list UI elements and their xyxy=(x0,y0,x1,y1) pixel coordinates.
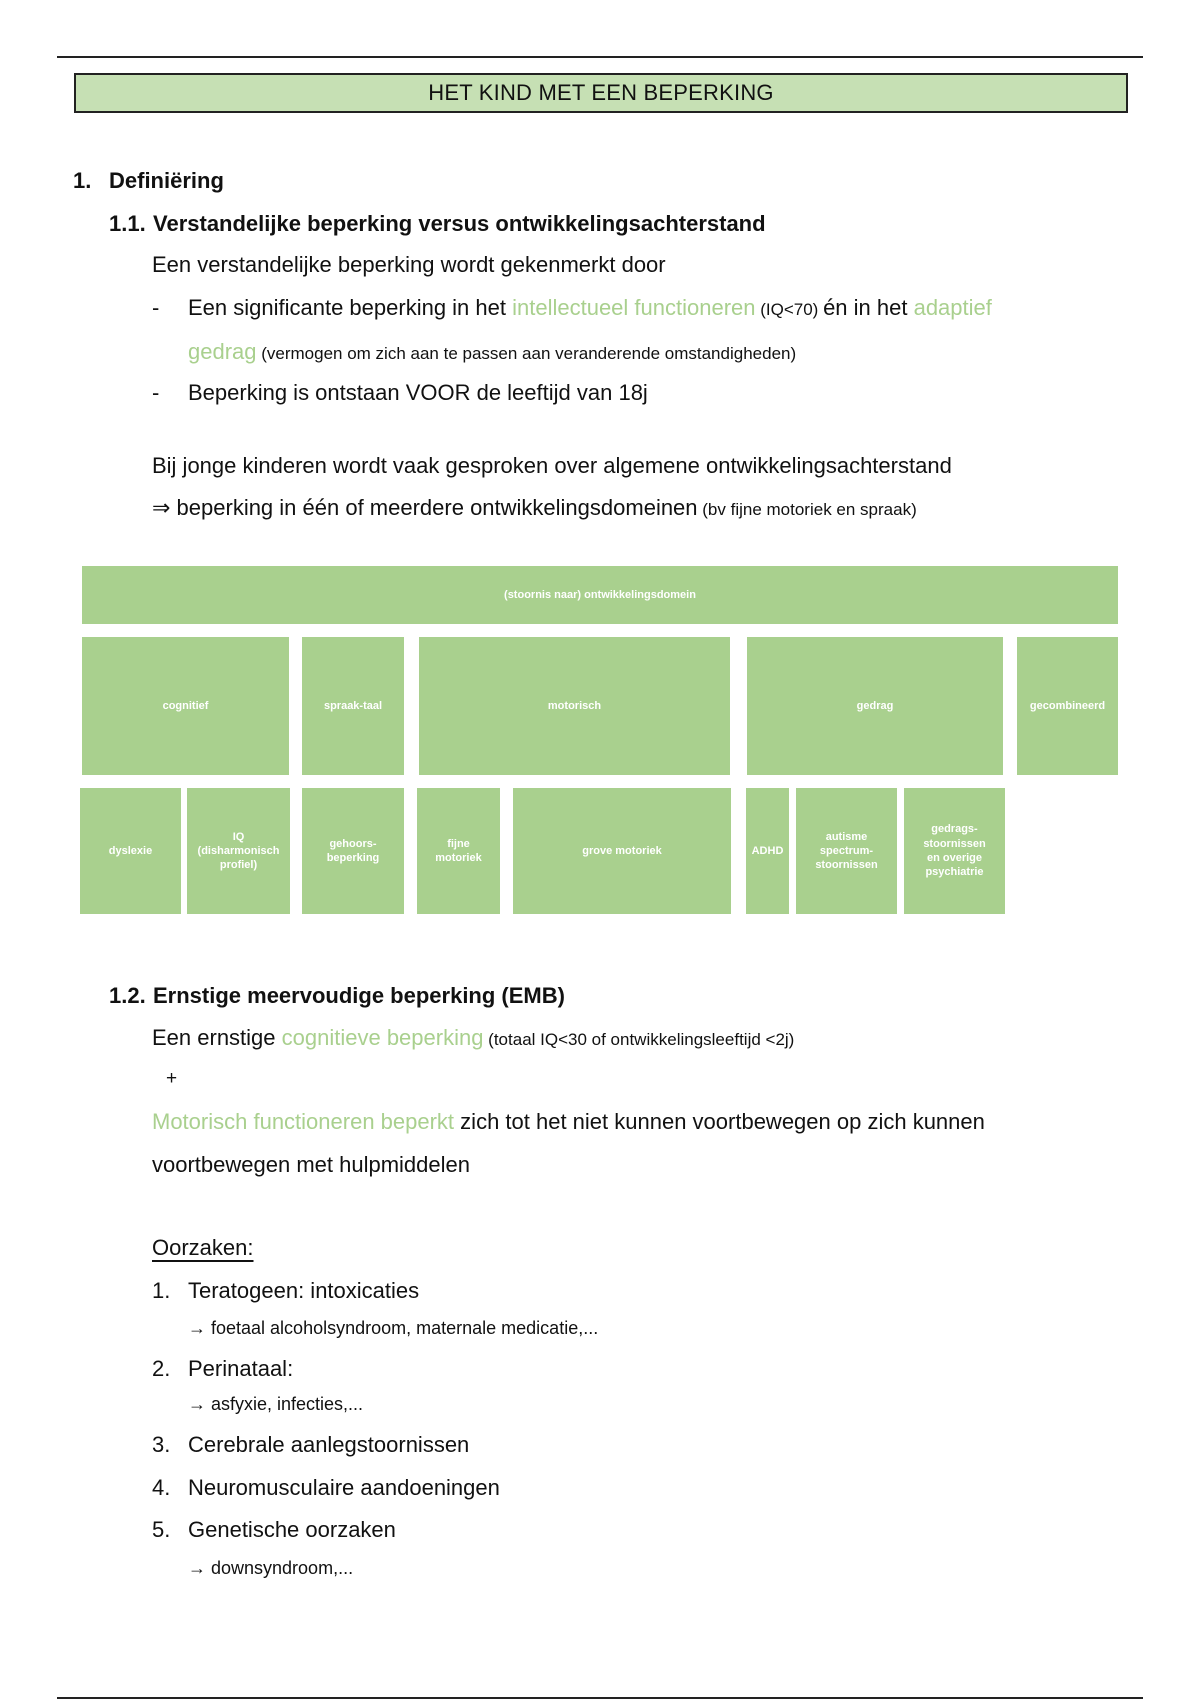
page-title: HET KIND MET EEN BEPERKING xyxy=(74,73,1128,113)
emb-line-3: voortbewegen met hulpmiddelen xyxy=(152,1152,470,1177)
cause-1-sub: → foetaal alcoholsyndroom, maternale medicatie,... xyxy=(188,1318,599,1338)
causes-label: Oorzaken: xyxy=(152,1235,254,1260)
diagram-node-grove-motoriek: grove motoriek xyxy=(513,788,731,914)
top-rule xyxy=(57,56,1143,58)
cause-4-text: Neuromusculaire aandoeningen xyxy=(188,1475,500,1500)
subsection-heading-1-2 xyxy=(109,983,565,1009)
subsection-number: 1.2. xyxy=(109,983,146,1008)
highlight-gedrag: gedrag xyxy=(188,339,257,364)
cause-2-number: 2. xyxy=(152,1356,171,1381)
para-1: Bij jonge kinderen wordt vaak gesproken over algemene ontwikkelingsachterstand xyxy=(152,453,952,478)
section-number: 1. xyxy=(73,168,92,193)
diagram-root-node: (stoornis naar) ontwikkelingsdomein xyxy=(82,566,1118,624)
para-2-note: (bv fijne motoriek en spraak) xyxy=(697,500,917,519)
plus-sign: + xyxy=(166,1068,178,1089)
diagram-node-gehoorsbeperking: gehoors- beperking xyxy=(302,788,404,914)
iq-note: (IQ<70) xyxy=(755,300,824,319)
cause-5-number: 5. xyxy=(152,1517,171,1542)
diagram-node-spraak-taal: spraak-taal xyxy=(302,637,404,775)
diagram-node-gedragsstoornissen: gedrags- stoornissen en overige psychiatrie xyxy=(904,788,1005,914)
bullet-mark: - xyxy=(152,380,160,405)
subsection-heading-1-1 xyxy=(109,211,766,237)
diagram-node-adhd: ADHD xyxy=(746,788,789,914)
bottom-rule xyxy=(57,1697,1143,1699)
diagram-node-fijne-motoriek: fijne motoriek xyxy=(417,788,500,914)
emb-iq-note: (totaal IQ<30 of ontwikkelingsleeftijd <2j) xyxy=(483,1030,795,1049)
cause-1-text: Teratogeen: intoxicaties xyxy=(188,1278,420,1303)
emb-line-2 xyxy=(152,1109,985,1135)
section-title: Definiëring xyxy=(109,168,224,193)
para-2 xyxy=(152,495,917,521)
cause-2-text: Perinataal: xyxy=(188,1356,294,1381)
cause-4-number: 4. xyxy=(152,1475,171,1500)
diagram-node-gedrag: gedrag xyxy=(747,637,1003,775)
highlight-motorisch-functioneren: Motorisch functioneren beperkt xyxy=(152,1109,455,1134)
diagram-node-cognitief: cognitief xyxy=(82,637,289,775)
cause-3-text: Cerebrale aanlegstoornissen xyxy=(188,1432,470,1457)
diagram-node-iq: IQ (disharmonisch profiel) xyxy=(187,788,290,914)
highlight-intellectueel: intellectueel functioneren xyxy=(512,295,756,320)
cause-2-sub: → asfyxie, infecties,... xyxy=(188,1394,364,1414)
para-2-text: ⇒ beperking in één of meerdere ontwikkelingsdomeinen xyxy=(152,495,698,520)
bullet-2-text: Beperking is ontstaan VOOR de leeftijd van 18j xyxy=(188,380,648,405)
cause-1-number: 1. xyxy=(152,1278,171,1303)
cause-3-number: 3. xyxy=(152,1432,171,1457)
bullet-1-line-2 xyxy=(188,339,796,365)
highlight-cognitieve-beperking: cognitieve beperking xyxy=(281,1025,484,1050)
bullet-1-line-1 xyxy=(188,295,992,321)
section-heading-1 xyxy=(73,168,224,194)
emb-line-1 xyxy=(152,1025,794,1051)
bullet-1-pre: Een significante beperking in het xyxy=(188,295,513,320)
diagram-node-gecombineerd: gecombineerd xyxy=(1017,637,1118,775)
emb-line-2-rest: zich tot het niet kunnen voortbewegen op zich kunnen xyxy=(454,1109,985,1134)
bullet-1-mid: én in het xyxy=(823,295,914,320)
diagram-node-autisme: autisme spectrum- stoornissen xyxy=(796,788,897,914)
cause-5-sub: → downsyndroom,... xyxy=(188,1558,354,1578)
diagram-node-motorisch: motorisch xyxy=(419,637,730,775)
emb-line-1-pre: Een ernstige xyxy=(152,1025,282,1050)
subsection-title: Ernstige meervoudige beperking (EMB) xyxy=(153,983,565,1008)
highlight-adaptief: adaptief xyxy=(913,295,992,320)
subsection-number: 1.1. xyxy=(109,211,146,236)
diagram-node-dyslexie: dyslexie xyxy=(80,788,181,914)
adaptief-note: (vermogen om zich aan te passen aan veranderende omstandigheden) xyxy=(256,344,797,363)
subsection-title: Verstandelijke beperking versus ontwikkelingsachterstand xyxy=(153,211,766,236)
bullet-mark: - xyxy=(152,295,160,320)
cause-5-text: Genetische oorzaken xyxy=(188,1517,396,1542)
intro-text: Een verstandelijke beperking wordt gekenmerkt door xyxy=(152,252,666,277)
